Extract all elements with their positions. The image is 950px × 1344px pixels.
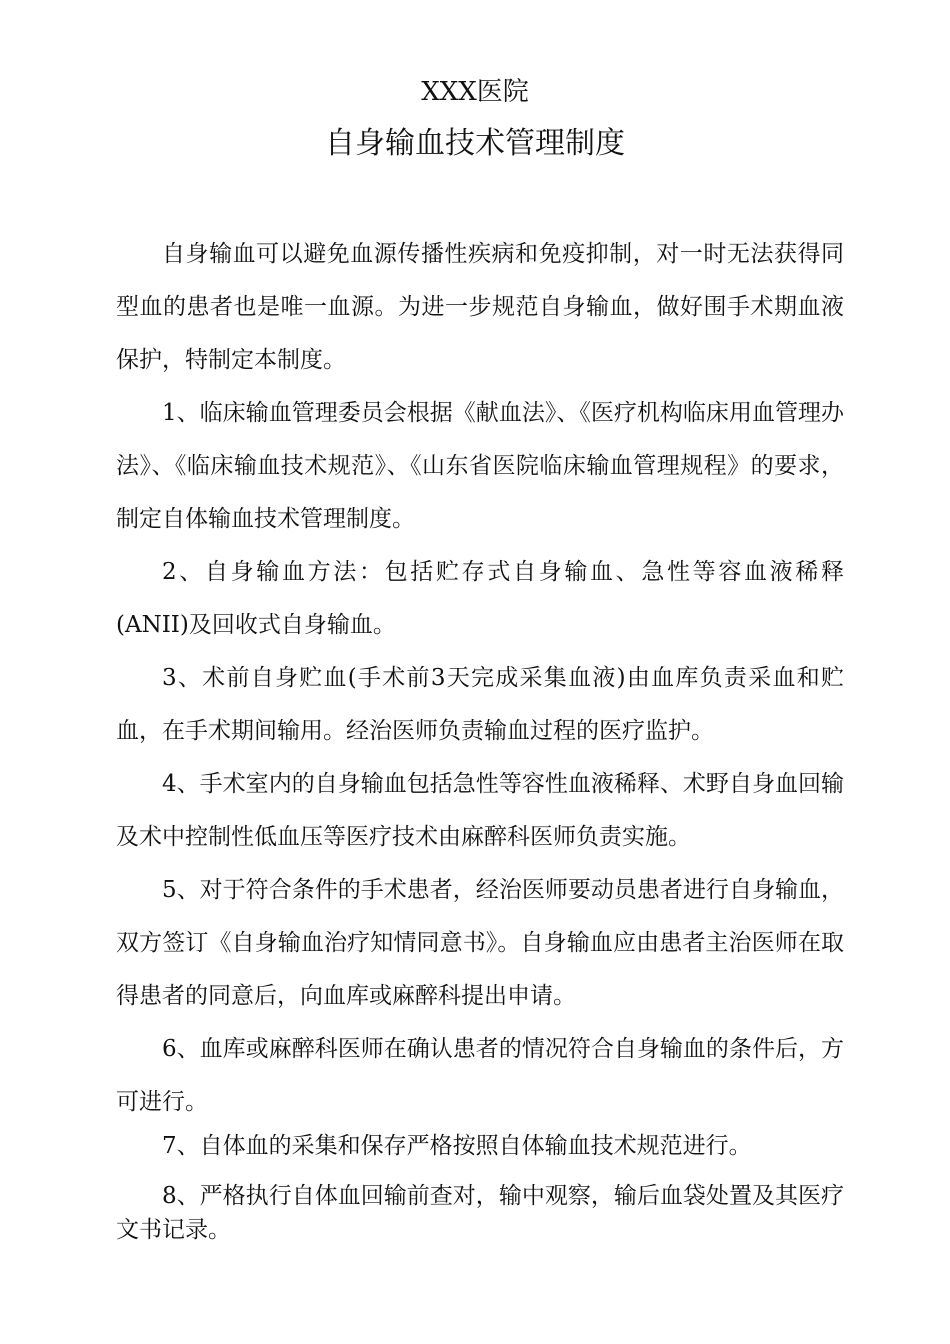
- document-body: [116, 228, 844, 1247]
- policy-title: 自身输血技术管理制度: [325, 126, 625, 161]
- intro-paragraph: 自身输血可以避免血源传播性疾病和免疫抑制，对一时无法获得同型血的患者也是唯一血源。为进一步规范自身输血，做好围手术期血液保护，特制定本制度。: [116, 241, 844, 373]
- hospital-title: XXX医院: [421, 77, 529, 107]
- item-2-paragraph: 2、自身输血方法：包括贮存式自身输血、急性等容血液稀释(ANII)及回收式自身输血。: [116, 559, 844, 638]
- item-3-paragraph: 3、术前自身贮血(手术前3天完成采集血液)由血库负责采血和贮血，在手术期间输用。经治医师负责输血过程的医疗监护。: [116, 665, 844, 744]
- item-4-paragraph: 4、手术室内的自身输血包括急性等容性血液稀释、术野自身血回输及术中控制性低血压等医疗技术由麻醉科医师负责实施。: [116, 771, 844, 850]
- item-1-paragraph: 1、临床输血管理委员会根据《献血法》、《医疗机构临床用血管理办法》、《临床输血技术规范》、《山东省医院临床输血管理规程》的要求，制定自体输血技术管理制度。: [116, 400, 844, 532]
- item-8-paragraph: 8、严格执行自体血回输前查对，输中观察，输后血袋处置及其医疗文书记录。: [116, 1183, 844, 1243]
- item-6-paragraph: 6、血库或麻醉科医师在确认患者的情况符合自身输血的条件后，方可进行。: [116, 1036, 844, 1115]
- item-7-paragraph: 7、自体血的采集和保存严格按照自体输血技术规范进行。: [162, 1133, 752, 1159]
- item-5-paragraph: 5、对于符合条件的手术患者，经治医师要动员患者进行自身输血，双方签订《自身输血治疗知情同意书》。自身输血应由患者主治医师在取得患者的同意后，向血库或麻醉科提出申请。: [116, 877, 844, 1009]
